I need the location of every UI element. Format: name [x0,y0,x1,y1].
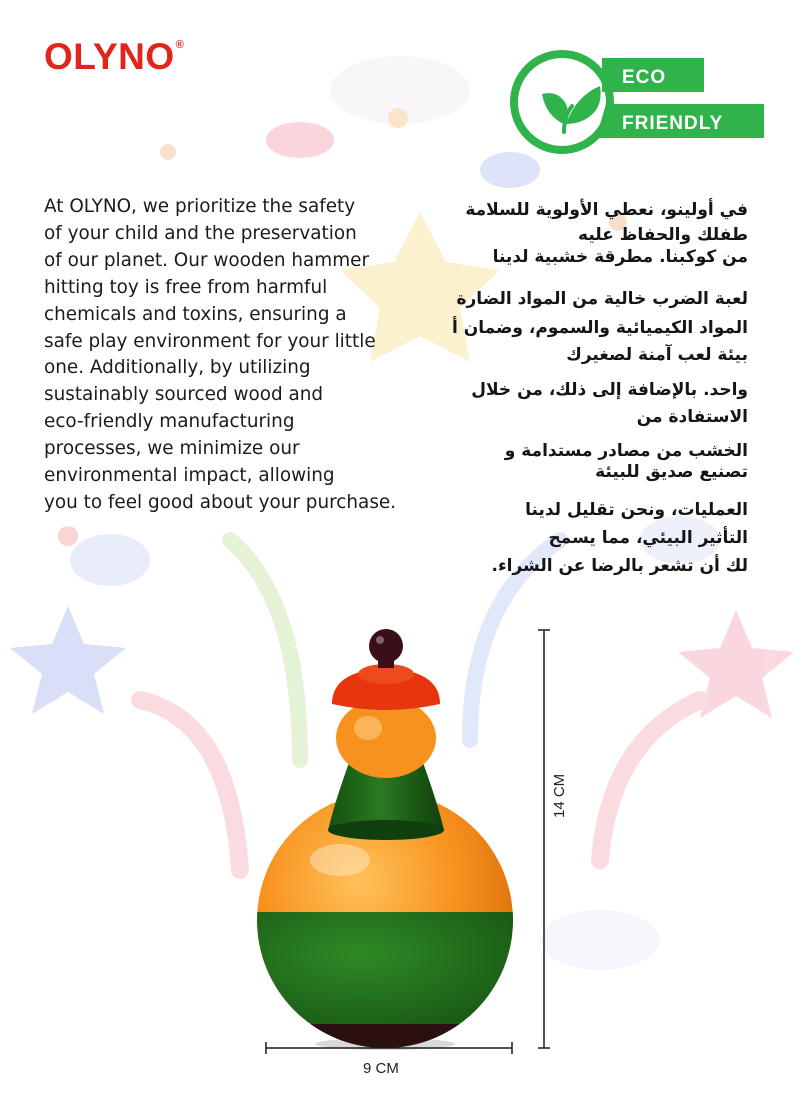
ar-line: طفلك والحفاظ عليه [578,225,748,245]
width-label: 9 CM [363,1060,399,1077]
ar-line: الاستفادة من [636,407,748,427]
registered-mark: ® [175,39,185,51]
brand-name: OLYNO [44,36,175,77]
en-line: you to feel good about your purchase. [44,491,397,513]
ar-line: من كوكبنا. مطرقة خشبية لدينا [492,247,748,267]
en-line: environmental impact, allowing [44,465,335,487]
ar-line: لك أن تشعر بالرضا عن الشراء. [491,556,748,576]
height-label: 14 CM [551,773,568,818]
ar-line: واحد. بالإضافة إلى ذلك، من خلال [471,380,748,400]
badge-line1: ECO [622,67,667,88]
ar-line: العمليات، ونحن تقليل لدينا [525,500,748,520]
en-line: of our planet. Our wooden hammer [44,249,370,271]
en-line: eco-friendly manufacturing [44,411,295,433]
en-line: At OLYNO, we prioritize the safety [44,196,356,217]
ar-line: الخشب من مصادر مستدامة و [504,441,748,461]
ar-line: المواد الكيميائية والسموم، وضمان أ [451,318,748,338]
en-line: hitting toy is free from harmful [44,276,328,298]
en-line: sustainably sourced wood and [44,384,324,406]
ar-line: بيئة لعب آمنة لصغيرك [566,345,748,365]
badge-line2: FRIENDLY [622,113,724,134]
en-line: chemicals and toxins, ensuring a [44,303,347,325]
en-line: one. Additionally, by utilizing [44,357,311,379]
ar-line: التأثير البيئي، مما يسمح [548,528,748,548]
en-line: safe play environment for your little [44,330,376,352]
ar-line: تصنيع صديق للبيئة [595,462,748,482]
en-line: processes, we minimize our [44,438,300,460]
ar-line: لعبة الضرب خالية من المواد الضارة [456,289,748,309]
ar-line: في أولينو، نعطي الأولوية للسلامة [465,200,748,220]
en-line: of your child and the preservation [44,222,357,244]
